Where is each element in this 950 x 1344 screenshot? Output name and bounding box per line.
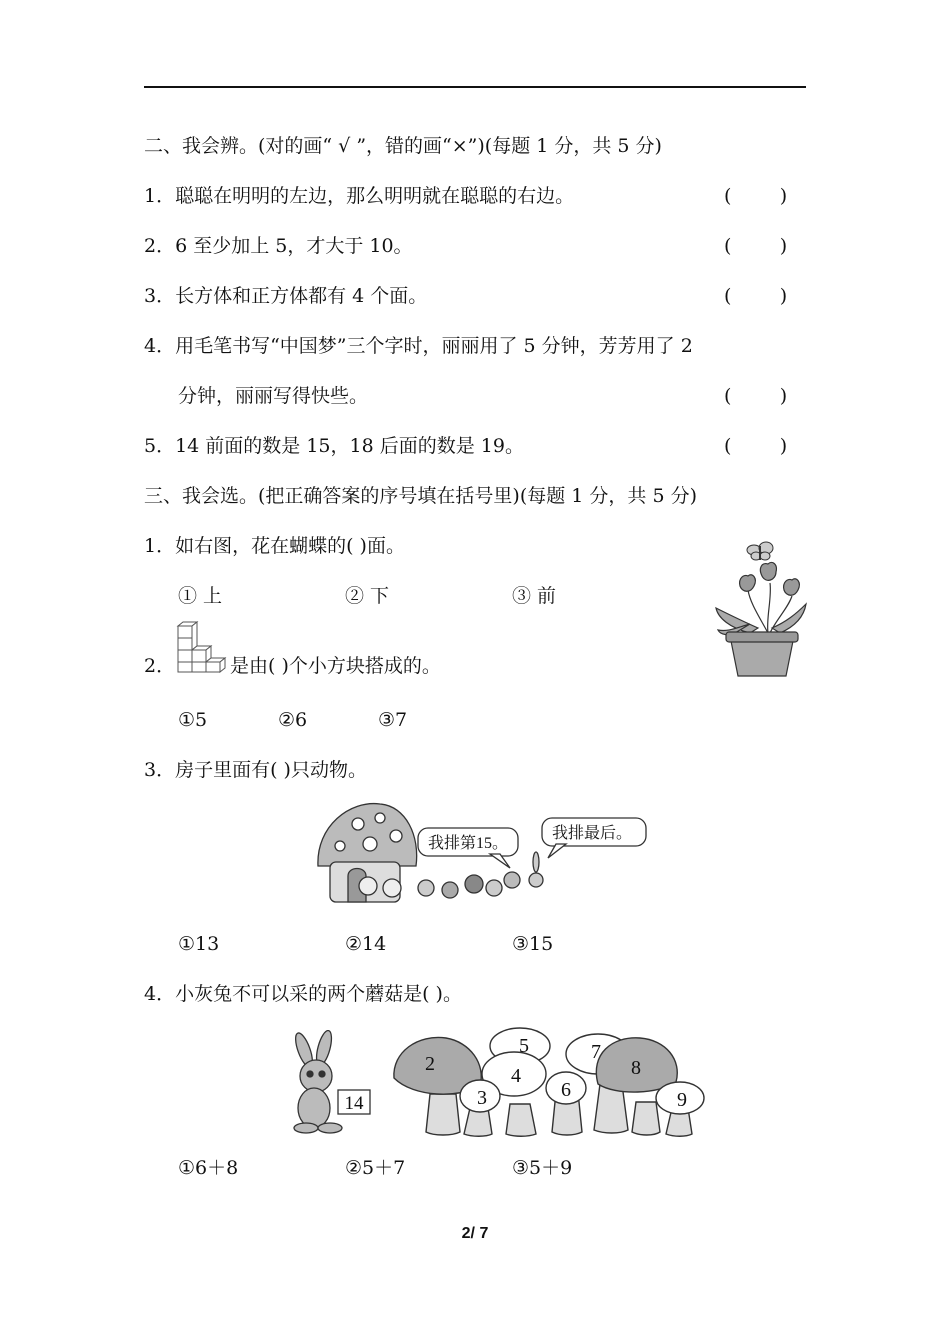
header-rule [144, 86, 806, 88]
mushroom-house-animals-image [310, 796, 650, 908]
speech-bubble-2-text: 我排最后。 [552, 825, 633, 842]
s2-q1-text: 1．聪聪在明明的左边，那么明明就在聪聪的右边。 [144, 185, 575, 207]
mushroom-7-label: 7 [591, 1041, 601, 1063]
s3-q2-option-1[interactable]: ①5 [178, 709, 208, 731]
mushroom-5-label: 5 [519, 1035, 529, 1057]
cube-stack-image [175, 620, 229, 674]
rabbit-sign-number: 14 [344, 1093, 364, 1114]
s3-q3-option-3[interactable]: ③15 [512, 933, 554, 955]
s2-q3-answer-blank[interactable]: ( ) [724, 285, 788, 307]
s3-q4-option-1[interactable]: ①6＋8 [178, 1157, 239, 1179]
s3-q2-number: 2． [144, 655, 176, 677]
page-number: 2/ 7 [461, 1225, 489, 1242]
s2-q4-answer-blank[interactable]: ( ) [724, 385, 788, 407]
mushroom-2-label: 2 [425, 1053, 435, 1075]
s2-q5-answer-blank[interactable]: ( ) [724, 435, 788, 457]
s3-q4-text: 4．小灰兔不可以采的两个蘑菇是( )。 [144, 983, 462, 1005]
s2-q2-answer-blank[interactable]: ( ) [724, 235, 788, 257]
s3-q1-option-3[interactable]: ③ 前 [512, 585, 557, 607]
s3-q2-option-2[interactable]: ②6 [278, 709, 308, 731]
s3-q2-option-3[interactable]: ③7 [378, 709, 408, 731]
s2-q5-text: 5．14 前面的数是 15，18 后面的数是 19。 [144, 435, 524, 457]
butterfly-icon [747, 542, 773, 560]
section3-heading: 三、我会选。(把正确答案的序号填在括号里)(每题 1 分，共 5 分) [144, 485, 697, 507]
s3-q1-option-1[interactable]: ① 上 [178, 585, 223, 607]
mushroom-9-label: 9 [677, 1089, 687, 1111]
rabbit-with-sign-image [284, 1030, 374, 1134]
s2-q2-text: 2．6 至少加上 5，才大于 10。 [144, 235, 413, 257]
mushroom-6-label: 6 [561, 1079, 571, 1101]
s2-q4-text: 4．用毛笔书写“中国梦”三个字时，丽丽用了 5 分钟，芳芳用了 2 [144, 335, 693, 357]
mushroom-3-label: 3 [477, 1087, 487, 1109]
s2-q3-text: 3．长方体和正方体都有 4 个面。 [144, 285, 428, 307]
s3-q1-option-2[interactable]: ② 下 [345, 585, 390, 607]
numbered-mushrooms-image [390, 1024, 708, 1138]
s2-q1-answer-blank[interactable]: ( ) [724, 185, 788, 207]
s3-q3-option-2[interactable]: ②14 [345, 933, 387, 955]
s3-q3-text: 3．房子里面有( )只动物。 [144, 759, 367, 781]
mushroom-4-label: 4 [511, 1065, 521, 1087]
s3-q4-option-2[interactable]: ②5＋7 [345, 1157, 406, 1179]
s3-q2-text: 是由( )个小方块搭成的。 [230, 655, 441, 677]
speech-bubble-1-text: 我排第15。 [428, 835, 509, 852]
flower-pot-butterfly-image [710, 538, 810, 680]
section2-heading: 二、我会辨。(对的画“ √ ”，错的画“×”)(每题 1 分，共 5 分) [144, 135, 662, 157]
s2-q4-text-cont: 分钟，丽丽写得快些。 [178, 385, 369, 407]
s3-q4-option-3[interactable]: ③5＋9 [512, 1157, 573, 1179]
mushroom-8-label: 8 [631, 1057, 641, 1079]
s3-q1-text: 1．如右图，花在蝴蝶的( )面。 [144, 535, 405, 557]
s3-q3-option-1[interactable]: ①13 [178, 933, 220, 955]
